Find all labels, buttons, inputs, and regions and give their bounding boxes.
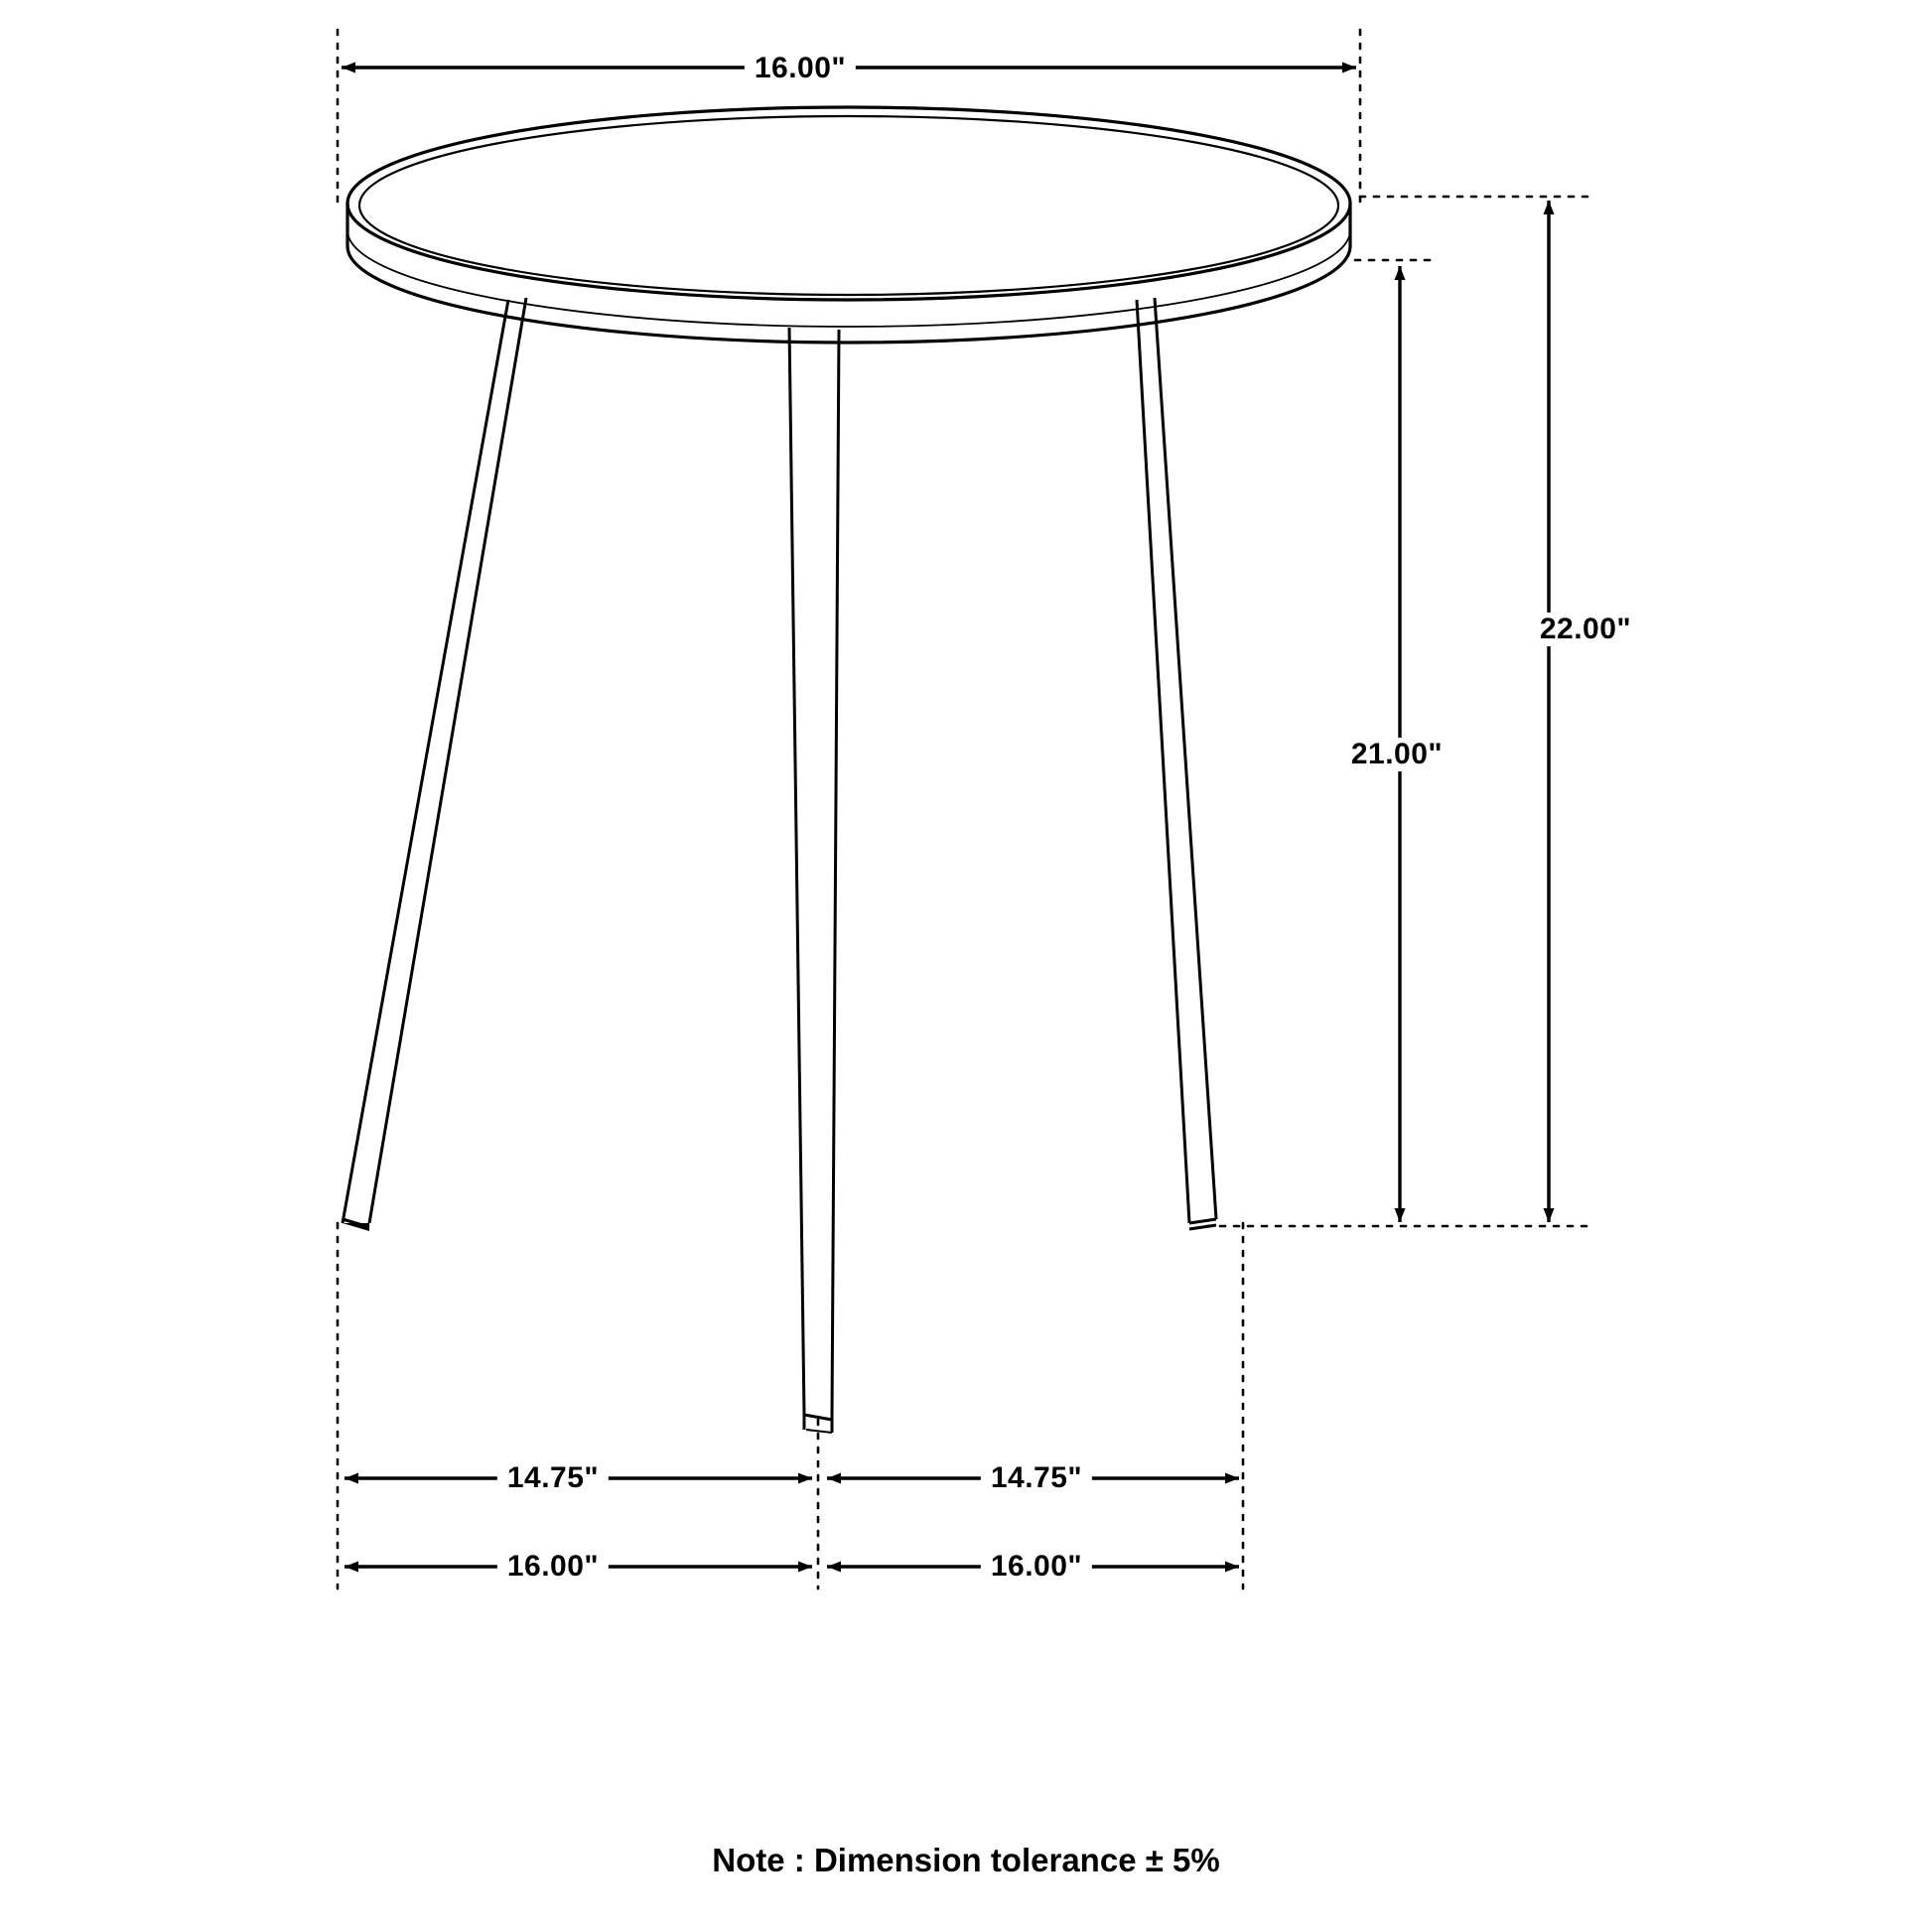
dimension-label-top-width: 16.00" (745, 52, 856, 85)
dimension-label-overall-height: 22.00" (1530, 613, 1641, 646)
table-top (347, 107, 1350, 343)
dimension-label-foot-span-left-outer: 16.00" (497, 1550, 609, 1584)
dimension-label-leg-height: 21.00" (1341, 738, 1452, 771)
dimension-label-foot-span-right-inner: 14.75" (981, 1461, 1092, 1495)
tolerance-note: Note : Dimension tolerance ± 5% (712, 1842, 1220, 1878)
dimension-label-foot-span-left-inner: 14.75" (497, 1461, 609, 1495)
dimension-label-foot-span-right-outer: 16.00" (981, 1550, 1092, 1584)
table-legs (343, 298, 1216, 1433)
